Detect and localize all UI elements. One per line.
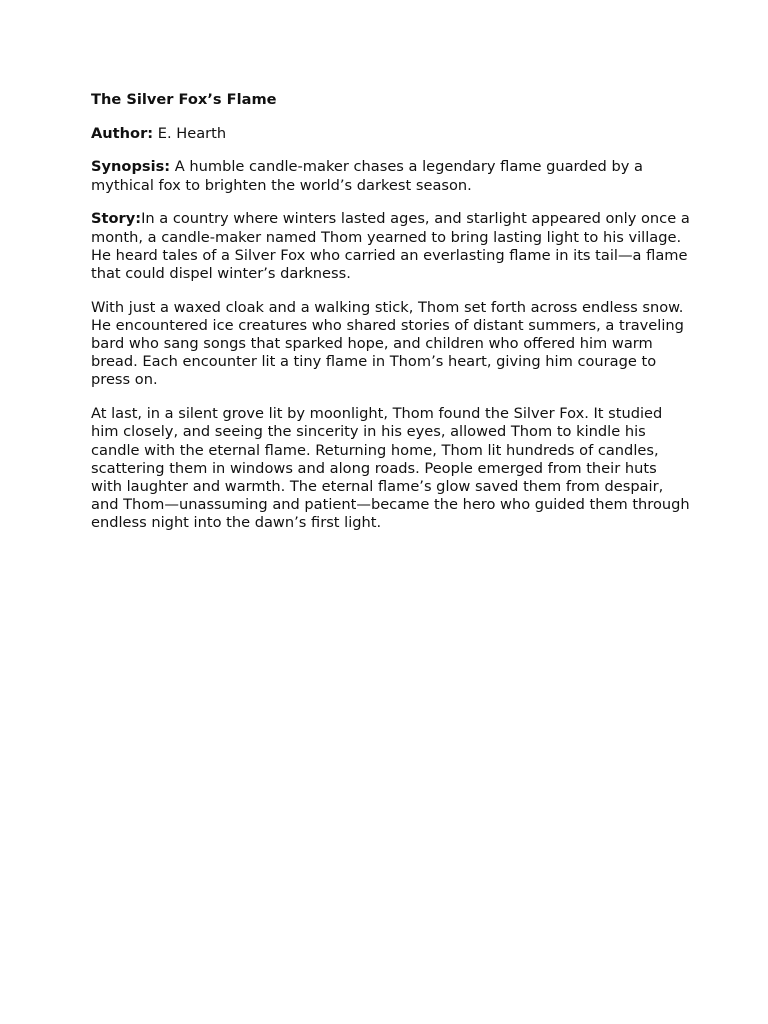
author-line: [91, 125, 691, 143]
story-label: Story:: [91, 210, 142, 228]
document-page: [91, 91, 691, 548]
author-label: Author:: [91, 124, 154, 142]
document-title: The Silver Fox’s Flame: [91, 91, 277, 108]
synopsis-paragraph: [91, 158, 691, 194]
synopsis-text: A humble candle-maker chases a legendary flame guarded by a mythical fox to brighten the world’s darkest season.: [91, 158, 643, 194]
synopsis-label: Synopsis:: [91, 158, 171, 176]
author-value: E. Hearth: [153, 124, 227, 142]
story-paragraph-3: At last, in a silent grove lit by moonlight, Thom found the Silver Fox. It studied him closely, and seeing the sincerity in his eyes, allowed Thom to kindle his candle with the eternal flame. Returning home, Thom lit hundreds of candles, scattering them in windows and along roads. People emerged from their huts with laughter and warmth. The eternal flame’s glow saved them from despair, and Thom—unassuming and patient—became the hero who guided them through endless night into the dawn’s first light.: [91, 405, 690, 532]
story-text-1: In a country where winters lasted ages, and starlight appeared only once a month, a candle-maker named Thom yearned to bring lasting light to his village. He heard tales of a Silver Fox who carried an everlasting flame in its tail—a flame that could dispel winter’s darkness.: [91, 210, 690, 282]
story-paragraph-1: [91, 210, 691, 283]
story-paragraph-2: With just a waxed cloak and a walking stick, Thom set forth across endless snow. He encountered ice creatures who shared stories of distant summers, a traveling bard who sang songs that sparked hope, and children who offered him warm bread. Each encounter lit a tiny flame in Thom’s heart, giving him courage to press on.: [91, 298, 684, 389]
